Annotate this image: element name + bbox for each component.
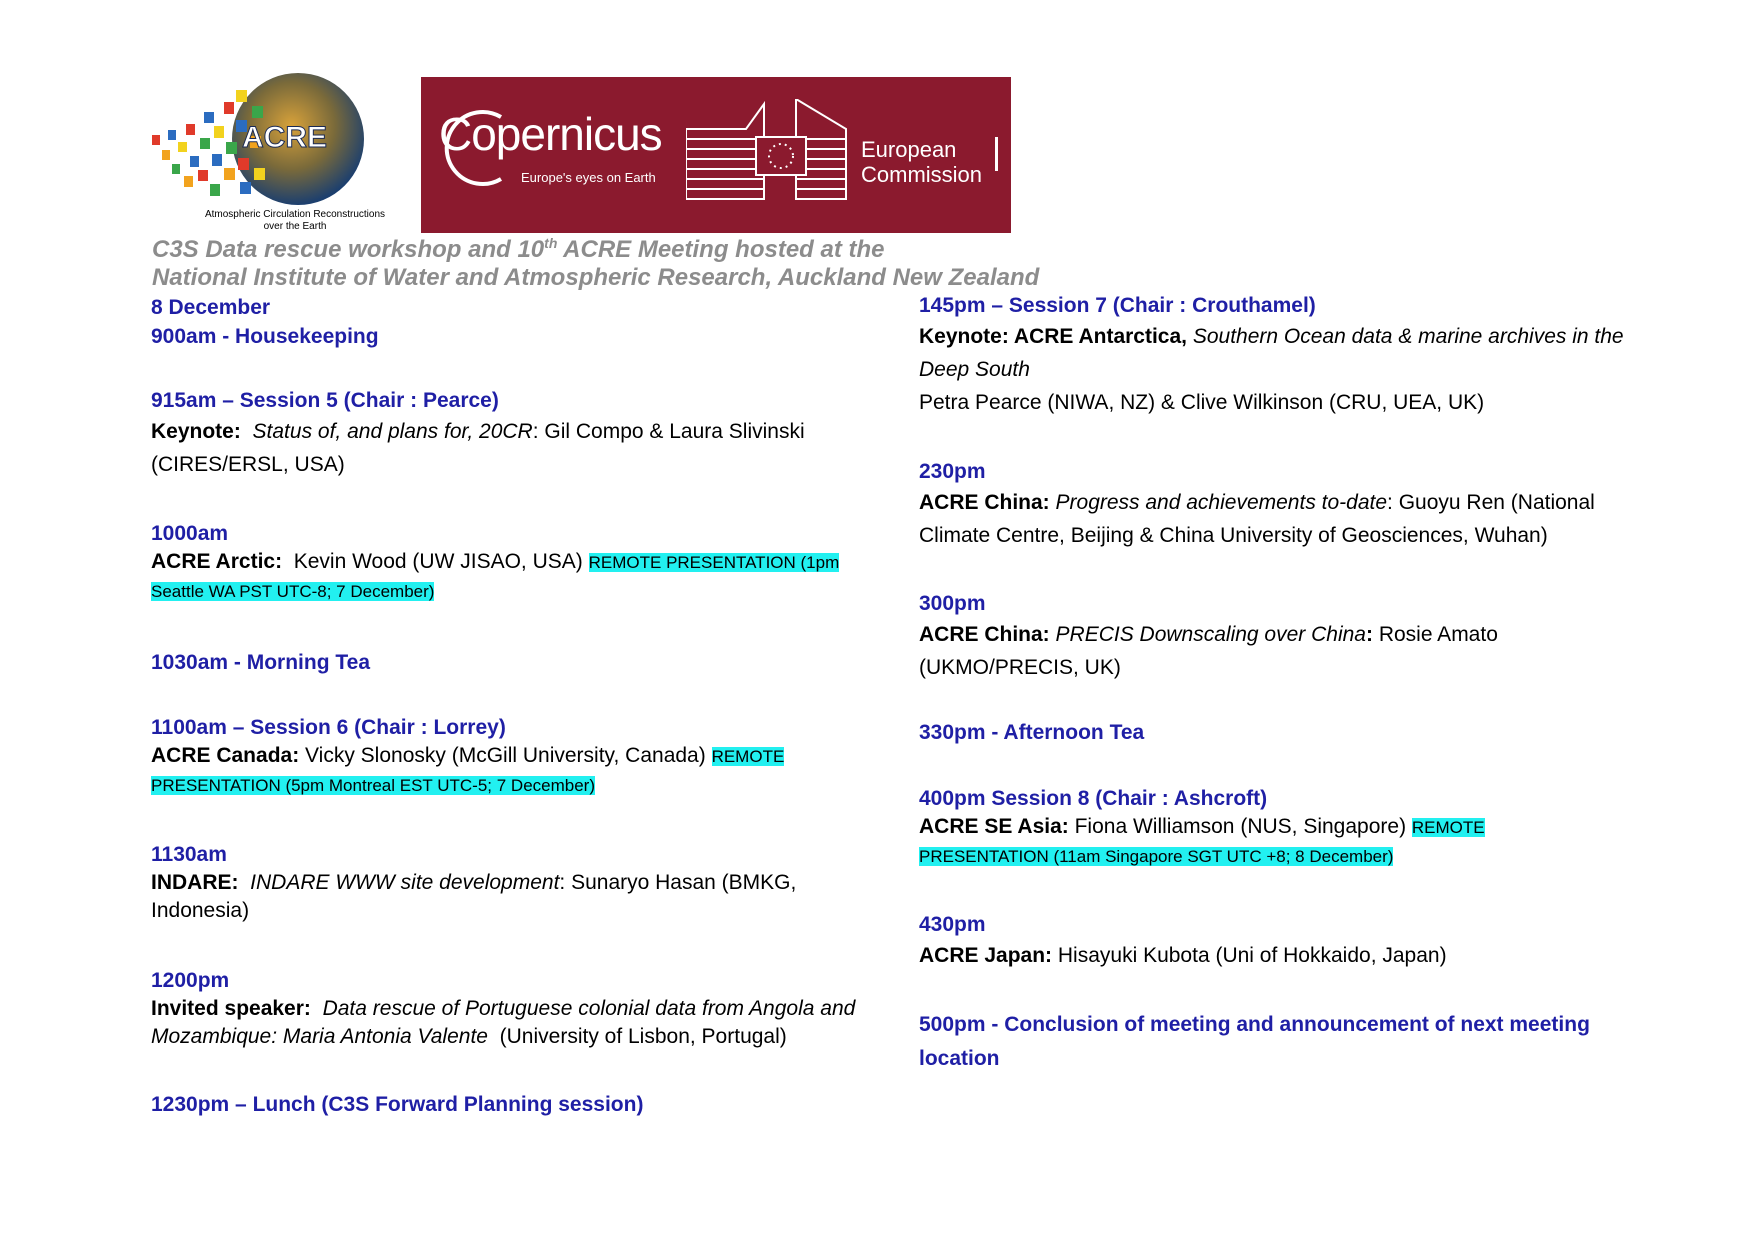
session-230-title: Progress and achievements to-date xyxy=(1055,491,1388,514)
session-1100-label: ACRE Canada: xyxy=(151,744,300,767)
session-915-title: Status of, and plans for, 20CR xyxy=(252,420,533,443)
title-superscript: th xyxy=(544,235,558,251)
session-1130-head: 1130am xyxy=(151,843,227,866)
session-1130 xyxy=(151,840,861,925)
session-1000-speaker: Kevin Wood (UW JISAO, USA) xyxy=(293,550,583,573)
session-230-speaker: : Guoyu Ren (National xyxy=(1387,491,1595,514)
session-1200-title2: Mozambique: Maria Antonia Valente xyxy=(151,1025,488,1048)
session-300: 300pm ACRE China: PRECIS Downscaling over China: Rosie Amato (UKMO/PRECIS, UK) xyxy=(919,589,1629,684)
ec-line1: European xyxy=(861,137,957,162)
session-1200 xyxy=(151,966,861,1051)
session-1030 xyxy=(151,648,861,677)
session-1100-speaker: Vicky Slonosky (McGill University, Canada) xyxy=(305,744,706,767)
remote-badge: REMOTE xyxy=(1411,818,1485,837)
session-230 xyxy=(919,457,1629,552)
acre-caption-line1: Atmospheric Circulation Reconstructions xyxy=(204,209,386,220)
acre-logo-text: ACRE xyxy=(242,121,328,154)
session-300-label: ACRE China: xyxy=(919,623,1050,646)
session-1100-head: 1100am – Session 6 (Chair : Lorrey) xyxy=(151,716,506,739)
day-date: 8 December xyxy=(151,296,271,319)
session-430 xyxy=(919,910,1629,972)
session-300-title: PRECIS Downscaling over China xyxy=(1055,623,1366,646)
ec-line2: Commission xyxy=(861,162,983,187)
copernicus-wordmark: Copernicus xyxy=(439,108,662,160)
session-300-speaker: Rosie Amato xyxy=(1372,623,1498,646)
session-1230-head: 1230pm – Lunch (C3S Forward Planning session) xyxy=(151,1093,644,1116)
session-145-title2: Deep South xyxy=(919,358,1030,381)
remote-badge: REMOTE PRESENTATION (1pm xyxy=(588,553,840,572)
session-500 xyxy=(919,1008,1629,1076)
session-915-speakers: : Gil Compo & Laura Slivinski xyxy=(532,420,805,443)
session-915 xyxy=(151,386,861,481)
day-block xyxy=(151,293,861,351)
session-230-affil: Climate Centre, Beijing & China University of Geosciences, Wuhan) xyxy=(919,524,1548,547)
session-1130-title: INDARE WWW site development xyxy=(250,871,560,894)
session-500-head2: location xyxy=(919,1047,1000,1070)
copernicus-tagline: Europe's eyes on Earth xyxy=(521,170,656,185)
session-1100 xyxy=(151,713,861,800)
remote-badge-detail: PRESENTATION (11am Singapore SGT UTC +8; 8 December) xyxy=(919,847,1394,866)
session-400 xyxy=(919,784,1629,871)
remote-badge-detail: PRESENTATION (5pm Montreal EST UTC-5; 7 December) xyxy=(151,776,595,795)
ec-divider xyxy=(995,137,998,171)
session-1200-title1: Data rescue of Portuguese colonial data from Angola and xyxy=(322,997,856,1020)
session-330 xyxy=(919,718,1629,747)
session-430-speaker: Hisayuki Kubota (Uni of Hokkaido, Japan) xyxy=(1057,944,1447,967)
session-400-speaker: Fiona Williamson (NUS, Singapore) xyxy=(1074,815,1407,838)
remote-badge-detail: Seattle WA PST UTC-8; 7 December) xyxy=(151,582,435,601)
acre-caption xyxy=(185,209,405,233)
session-400-label: ACRE SE Asia: xyxy=(919,815,1069,838)
session-1000-head: 1000am xyxy=(151,522,229,545)
session-300-affil: (UKMO/PRECIS, UK) xyxy=(919,656,1121,679)
session-1130-label: INDARE: xyxy=(151,871,239,894)
session-145-speakers: Petra Pearce (NIWA, NZ) & Clive Wilkinson (CRU, UEA, UK) xyxy=(919,391,1485,414)
ec-text xyxy=(861,137,982,187)
session-145-title1: Southern Ocean data & marine archives in the xyxy=(1192,325,1624,348)
session-915-affil: (CIRES/ERSL, USA) xyxy=(151,453,345,476)
session-1030-head: 1030am - Morning Tea xyxy=(151,651,371,674)
session-300-head: 300pm xyxy=(919,592,986,615)
session-1130-speaker: : Sunaryo Hasan (BMKG, xyxy=(559,871,797,894)
title-line2: National Institute of Water and Atmospheric Research, Auckland New Zealand xyxy=(152,264,1040,291)
session-915-head: 915am – Session 5 (Chair : Pearce) xyxy=(151,389,499,412)
copernicus-banner xyxy=(421,77,1011,233)
session-1130-affil: Indonesia) xyxy=(151,899,250,922)
session-1200-label: Invited speaker: xyxy=(151,997,311,1020)
session-1000 xyxy=(151,519,861,606)
ec-emblem-icon xyxy=(686,99,851,209)
session-1000-label: ACRE Arctic: xyxy=(151,550,283,573)
acre-caption-line2: over the Earth xyxy=(263,221,327,232)
session-230-label: ACRE China: xyxy=(919,491,1050,514)
session-500-head1: 500pm - Conclusion of meeting and announcement of next meeting xyxy=(919,1013,1590,1036)
session-915-label: Keynote: xyxy=(151,420,241,443)
session-400-head: 400pm Session 8 (Chair : Ashcroft) xyxy=(919,787,1268,810)
session-145-label: Keynote: ACRE Antarctica, xyxy=(919,325,1187,348)
session-1200-affil: (University of Lisbon, Portugal) xyxy=(499,1025,787,1048)
remote-badge: REMOTE xyxy=(711,747,785,766)
session-1200-head: 1200pm xyxy=(151,969,230,992)
session-430-label: ACRE Japan: xyxy=(919,944,1053,967)
title-line1: C3S Data rescue workshop and 10th ACRE Meeting hosted at the xyxy=(152,235,885,263)
session-230-head: 230pm xyxy=(919,460,986,483)
session-1230 xyxy=(151,1090,861,1119)
session-145-head: 145pm – Session 7 (Chair : Crouthamel) xyxy=(919,294,1316,317)
session-430-head: 430pm xyxy=(919,913,986,936)
session-145 xyxy=(919,291,1629,419)
session-330-head: 330pm - Afternoon Tea xyxy=(919,721,1145,744)
session-housekeeping: 900am - Housekeeping xyxy=(151,325,379,348)
